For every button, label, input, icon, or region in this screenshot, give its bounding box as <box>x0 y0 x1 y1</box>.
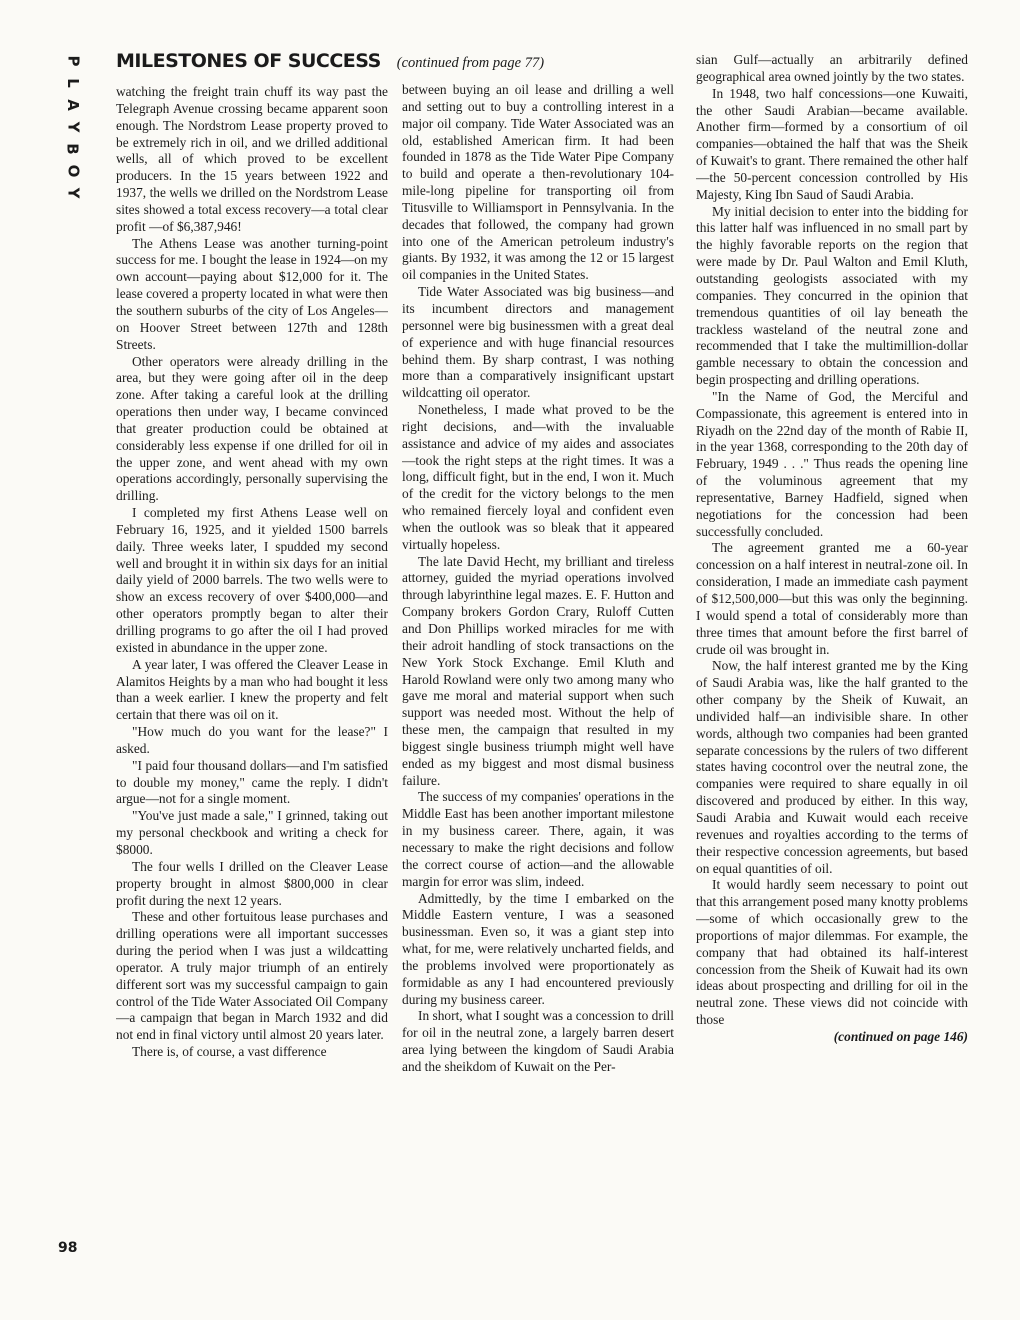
paragraph: between buying an oil lease and drilling a well and setting out to buy a controlling interest in a major oil company. Tide Water Associated was an old, established American firm. It had been founded in 1878 as the Tide Water Pipe Company to build and operate a then-revolutionary 104-mile-long pipeline for transporting oil from Titusville to Williamsport in Pennsylvania. In the decades that followed, the company had grown into one of the American petroleum industry's giants. By 1932, it was among the 12 or 15 largest oil companies in the United States. <box>402 82 674 283</box>
paragraph: In short, what I sought was a concession to drill for oil in the neutral zone, a largely barren desert area lying between the kingdom of Saudi Arabia and the sheikdom of Kuwait on the Per- <box>402 1008 674 1074</box>
paragraph: In 1948, two half concessions—one Kuwaiti, the other Saudi Arabian—became available. Another firm—formed by a consortium of oil companies—obtained the half that was the Sheik of Kuwait's to grant. There remained the other half —the 50-percent concession controlled by His Majesty, King Ibn Saud of Saudi Arabia. <box>696 85 968 202</box>
sidebar-letter: Y <box>64 121 82 133</box>
paragraph: It would hardly seem necessary to point out that this arrangement posed many knotty problems—some of which occasionally grew to the proportions of major dilemmas. For example, the company that had obtained its half-interest concession from the Sheik of Kuwait had its own ideas about prospecting and drilling for oil in the neutral zone. These views did not coincide with those <box>696 877 968 1028</box>
text-column-3 <box>696 52 968 1267</box>
paragraph: I completed my first Athens Lease well on February 16, 1925, and it yielded 1500 barrels daily. Three weeks later, I spudded my second well and brought it in within six days for an initial daily yield of 2000 barrels. The two wells were to show an excess recovery of over $400,000—and other operators promptly began to alter their drilling programs to go after the oil I had proved existed in abundance in the upper zone. <box>116 505 388 655</box>
paragraph: The four wells I drilled on the Cleaver Lease property brought in almost $800,000 in clear profit during the next 12 years. <box>116 858 388 908</box>
paragraph: sian Gulf—actually an arbitrarily defined geographical area owned jointly by the two states. <box>696 52 968 84</box>
magazine-sidebar <box>62 50 84 204</box>
article-title: MILESTONES OF SUCCESS <box>116 50 381 72</box>
sidebar-letter: A <box>63 99 82 111</box>
paragraph: "In the Name of God, the Merciful and Compassionate, this agreement is entered into in Riyadh on the 22nd day of the month of Rabie II, in the year 1368, corresponding to the 20th day of February, 1949 . . ." Thus reads the opening line of the voluminous agreement that my representative, Barney Hadfield, signed when negotiations for the concession had been successfully concluded. <box>696 388 968 539</box>
paragraph: Now, the half interest granted me by the King of Saudi Arabia was, like the half granted to the other company by the Sheik of Kuwait, an undivided half—an indivisible share. In other words, although two companies had been granted separate concessions by the rulers of two different states having cocontrol over the neutral zone, the companies were required to share equally in oil discovered and produced by either. In this way, Saudi Arabia and Kuwait would each receive revenues and royalties according to the terms of their respective concession agreements, but based on equal quantities of oil. <box>696 658 968 876</box>
sidebar-letter: B <box>64 143 82 155</box>
paragraph: These and other fortuitous lease purchases and drilling operations were all important successes during the period when I was just a wildcatting operator. A truly major triumph of an entirely different sort was my successful campaign to gain control of the Tide Water Associated Oil Company—a campaign that began in March 1932 and did not end in final victory until almost 20 years later. <box>116 909 388 1043</box>
paragraph: watching the freight train chuff its way past the Telegraph Avenue crossing became apparent soon enough. The Nordstrom Lease property proved to be extremely rich in oil, and we drilled additional wells, all of which proved to be excellent producers. In the 15 years between 1922 and 1937, the wells we drilled on the Nordstrom Lease sites showed a total excess recovery—a total clear profit —of $6,387,946! <box>116 84 388 234</box>
text-column-1 <box>116 84 388 1260</box>
sidebar-letter: L <box>64 78 82 88</box>
paragraph: "I paid four thousand dollars—and I'm satisfied to double my money," came the reply. I didn't argue—not for a single moment. <box>116 757 388 807</box>
text-column-2 <box>402 82 674 1262</box>
article-header <box>116 50 676 78</box>
page-number: 98 <box>58 1240 78 1256</box>
paragraph: "How much do you want for the lease?" I asked. <box>116 724 388 756</box>
paragraph: Nonetheless, I made what proved to be the right decisions, and—with the invaluable assistance and advice of my aides and associates—took the right steps at the right times. It was a long, difficult fight, but in the end, I won it. Much of the credit for the victory belongs to the men who remained fiercely loyal and confident even when the outlook was so bleak that it appeared virtually hopeless. <box>402 402 674 552</box>
paragraph: A year later, I was offered the Cleaver Lease in Alamitos Heights by a man who had bought it less than a week earlier. I knew the property and felt certain that there was oil on it. <box>116 656 388 723</box>
paragraph: "You've just made a sale," I grinned, taking out my personal checkbook and writing a check for $8000. <box>116 808 388 857</box>
continued-on: (continued on page 146) <box>833 1028 968 1044</box>
sidebar-letter: Y <box>64 187 82 199</box>
continued-from: (continued from page 77) <box>396 55 545 71</box>
paragraph: Tide Water Associated was big business—and its incumbent directors and management personnel were big businessmen with a great deal of experience and with huge financial resources behind them. By sharp contrast, I was nothing more than a comparatively insignificant upstart wildcatting oil operator. <box>402 284 674 401</box>
sidebar-letter: O <box>63 164 82 178</box>
paragraph: My initial decision to enter into the bidding for this latter half was influenced in no small part by the highly favorable reports on the region that were made by Dr. Paul Walton and Emil Kluth, outstanding geologists associated with my companies. They concurred in the opinion that tremendous quantities of oil lay beneath the trackless wasteland of the neutral zone and recommended that I take the multimillion-dollar gamble necessary to obtain the concession and begin prospecting and drilling operations. <box>696 203 968 388</box>
paragraph: The Athens Lease was another turning-point success for me. I bought the lease in 1924—on my own account—paying about $12,000 for it. The lease covered a property located in what were then the southern suburbs of the city of Los Angeles—on Hoover Street between 127th and 128th Streets. <box>116 235 388 352</box>
paragraph: Other operators were already drilling in the area, but they were going after oil in the deep zone. After taking a careful look at the drilling operations then under way, I became convinced that greater production could be obtained at considerably less expense if one drilled for oil in the upper zone, and went ahead with my own operations accordingly, personally supervising the drilling. <box>116 353 388 504</box>
paragraph: There is, of course, a vast difference <box>132 1044 327 1060</box>
paragraph: Admittedly, by the time I embarked on the Middle Eastern venture, I was a seasoned businessman. Even so, it was a giant step into what, for me, were relatively uncharted fields, and the problems involved were proportionately as formidable as any I had encountered previously during my business career. <box>402 890 674 1007</box>
paragraph: The agreement granted me a 60-year concession on a half interest in neutral-zone oil. In consideration, I made an immediate cash payment of $12,500,000—but this was only the beginning. I would spend a total of considerably more than three times that amount before the first barrel of crude oil was brought in. <box>696 540 968 657</box>
paragraph: The late David Hecht, my brilliant and tireless attorney, guided the myriad operations involved through labyrinthine legal mazes. E. F. Hutton and Company brokers Gordon Crary, Ruloff Cutten and Don Phillips worked miracles for me with their adroit handling of stock transactions on the New York Stock Exchange. Emil Kluth and Harold Rowland were only two among many who gave me moral and material support when such support was needed most. Without the help of these men, the campaign that resulted in my biggest single business triumph might well have ended as my biggest and most dismal business failure. <box>402 553 674 788</box>
paragraph: The success of my companies' operations in the Middle East has been another important milestone in my business career. There, again, it was necessary to make the right decisions and follow the correct course of action—and the allowable margin for error was slim, indeed. <box>402 789 674 889</box>
sidebar-letter: P <box>64 55 82 67</box>
